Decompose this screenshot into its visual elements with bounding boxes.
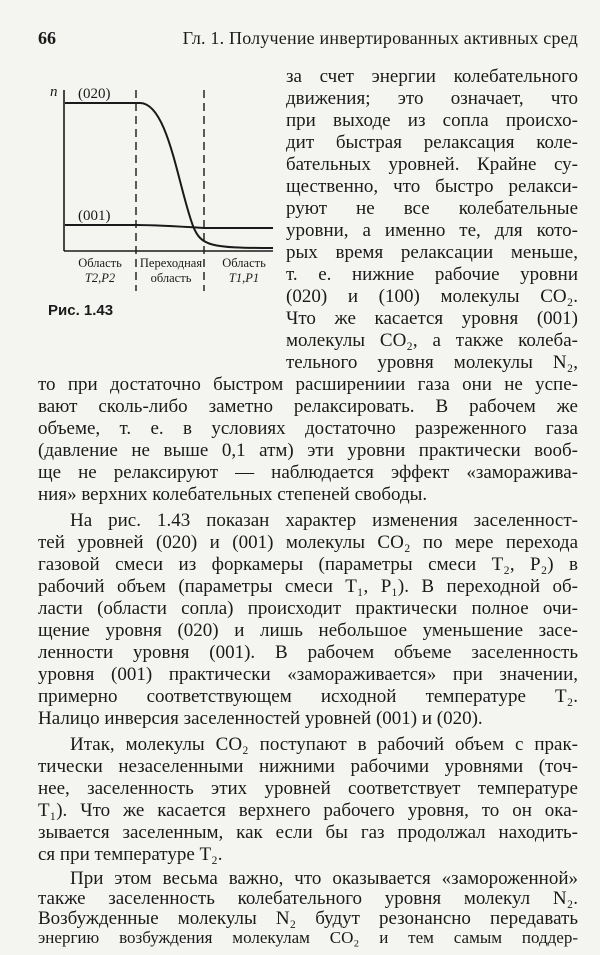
figure-caption: Рис. 1.43 (48, 302, 114, 319)
text-line: тей уровней (020) и (001) молекулы CO₂ по мере перехода (38, 532, 578, 553)
text-line: щение уровня (020) и лишь небольшое уменьшение засе- (38, 620, 578, 641)
text-line: молекулы CO₂, а также колеба- (286, 330, 578, 351)
axis-label-n: n (50, 84, 58, 100)
text-line: ще не релаксируют — наблюдается эффект «заморажива- (38, 462, 578, 483)
text-line: руют не все колебательные (286, 198, 578, 219)
text-line: то при достаточно быстром расширениии газа они не успе- (38, 374, 578, 395)
text-line: рабочий объем (параметры смеси T₁, P₁). В переходной об- (38, 576, 578, 597)
text-line: объеме, т. е. в условиях достаточно разреженного газа (38, 418, 578, 439)
curve-label-020: (020) (78, 86, 111, 102)
text-line: тельного уровня молекулы N₂, (286, 352, 578, 373)
text-line: T₁). Что же касается верхнего рабочего уровня, то он ока- (38, 800, 578, 821)
text-line: также заселенность колебательного уровня молекул N₂. (38, 888, 578, 909)
zone-label-transition-title: Переходная (139, 256, 203, 270)
text-line: нее, заселенность этих уровней соответствует температуре (38, 778, 578, 799)
zone-label-working-params: T1,P1 (228, 271, 260, 285)
text-line: Итак, молекулы CO₂ поступают в рабочий объем с прак- (70, 734, 578, 755)
text-line-last: Налицо инверсия заселенностей уровней (001) и (020). (38, 708, 483, 729)
text-line: бательных уровней. Крайне су- (286, 154, 578, 175)
text-line: На рис. 1.43 показан характер изменения заселенност- (70, 510, 578, 531)
text-line: ласти (области сопла) происходит практически полное очи- (38, 598, 578, 619)
text-line: вают сколь-либо заметно релаксировать. В рабочем же (38, 396, 578, 417)
text-line: уровни, а именно те, для кото- (286, 220, 578, 241)
text-line: дит быстрая релаксация коле- (286, 132, 578, 153)
text-line: примерно соответствующем исходной температуре T₂. (38, 686, 578, 707)
zone-label-working-title: Область (222, 256, 266, 270)
text-line: уровня (001) практически «замораживается» при значении, (38, 664, 578, 685)
zone-label-chamber-params: T2,P2 (84, 271, 116, 285)
running-head: Гл. 1. Получение инвертированных активных сред (182, 28, 578, 48)
text-line: газовой смеси из форкамеры (параметры смеси T₂, P₂) в (38, 554, 578, 575)
zone-label-chamber-title: Область (78, 256, 122, 270)
text-line: Что же касается уровня (001) (286, 308, 578, 329)
page-number: 66 (38, 28, 56, 48)
text-line: рых время релаксации меньше, (286, 242, 578, 263)
text-line-last: ния» верхних колебательных степеней свободы. (38, 484, 428, 505)
text-line: Возбужденные молекулы N₂ будут резонансно передавать (38, 908, 578, 929)
text-line: зывается заселенным, как если бы газ продолжал находить- (38, 822, 578, 843)
text-line: (020) и (100) молекулы CO₂. (286, 286, 578, 307)
text-line: т. е. нижние рабочие уровни (286, 264, 578, 285)
text-line: энергию возбуждения молекулам CO₂ и тем самым поддер- (38, 928, 578, 947)
text-line: тически незаселенными нижними рабочими уровнями (точ- (38, 756, 578, 777)
text-line: щественно, что быстро релакси- (286, 176, 578, 197)
curve-label-001: (001) (78, 208, 111, 224)
text-line: при выходе из сопла происхо- (286, 110, 578, 131)
text-line: движения; это означает, что (286, 88, 578, 109)
zone-label-transition-sub: область (150, 271, 192, 285)
text-line: ленности уровня (001). В рабочем объеме заселенность (38, 642, 578, 663)
text-line: за счет энергии колебательного (286, 66, 578, 87)
text-line-last: ся при температуре T₂. (38, 844, 223, 865)
text-line: (давление не выше 0,1 атм) эти уровни практически вооб- (38, 440, 578, 461)
text-line: При этом весьма важно, что оказывается «замороженной» (70, 868, 578, 889)
